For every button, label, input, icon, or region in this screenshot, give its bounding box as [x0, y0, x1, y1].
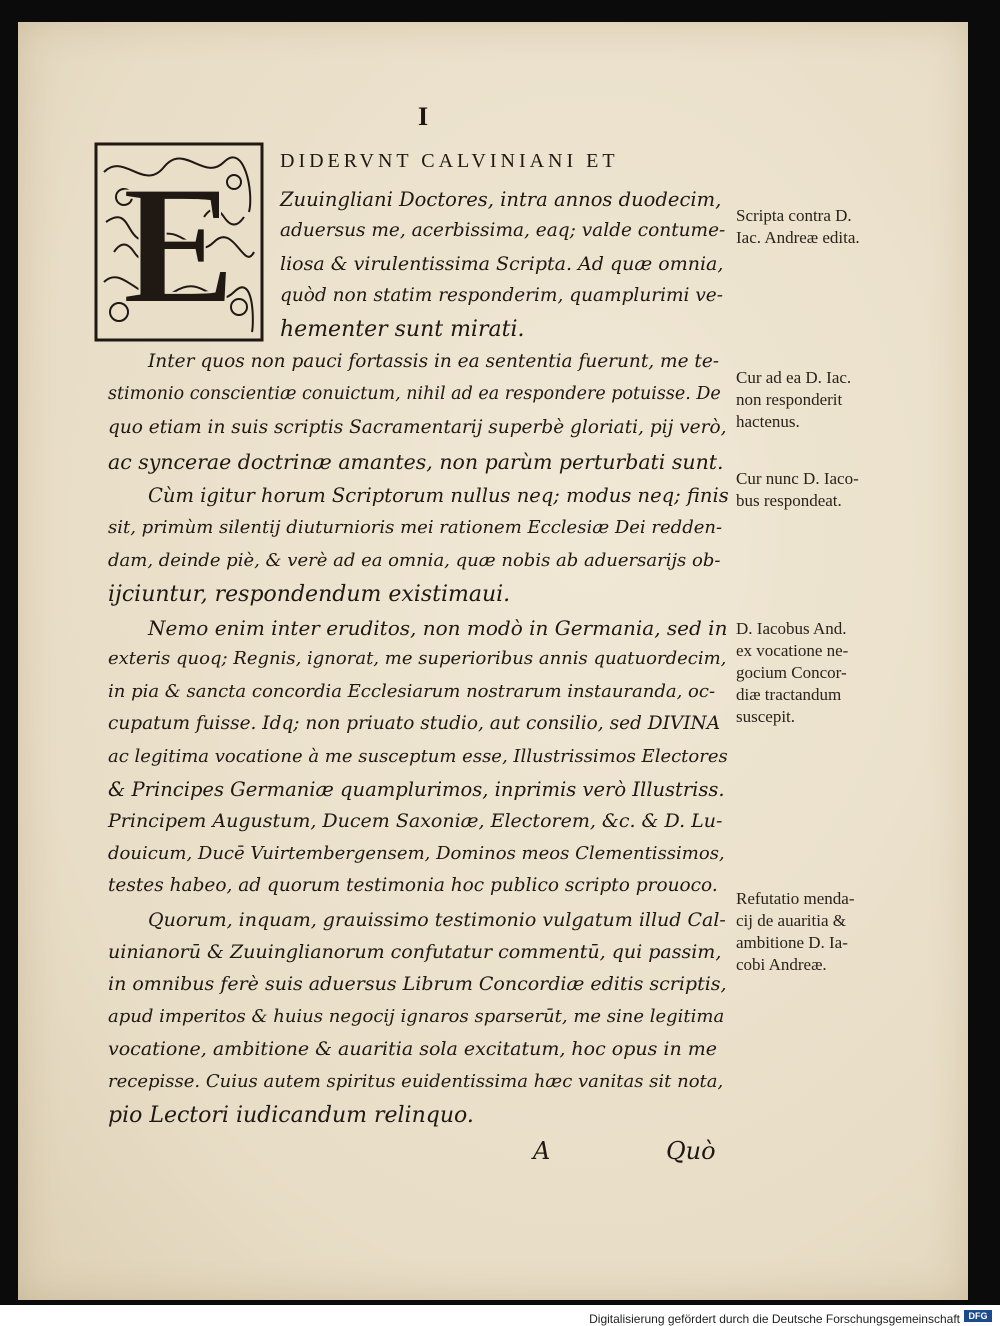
body-line: stimonio conscientiæ conuictum, nihil ad ea respondere potuisse. De — [108, 384, 721, 404]
book-page — [18, 22, 968, 1300]
margin-note-line: ex vocatione ne- — [736, 641, 849, 660]
margin-note-line: bus respondeat. — [736, 491, 842, 510]
body-line: testes habeo, ad quorum testimonia hoc publico scripto prouoco. — [108, 875, 718, 896]
body-line: quo etiam in suis scriptis Sacramentarij superbè gloriati, pij verò, — [108, 417, 727, 438]
body-line: Principem Augustum, Ducem Saxoniæ, Electorem, &c. & D. Lu- — [108, 810, 723, 832]
body-line: apud imperitos & huius negocij ignaros sparserūt, me sine legitima — [108, 1006, 725, 1027]
page-number: I — [418, 102, 429, 131]
body-line: in pia & sancta concordia Ecclesiarum nostrarum instauranda, oc- — [108, 681, 716, 702]
body-line: aduersus me, acerbissima, eaq; valde contume- — [280, 220, 726, 241]
footer-credit: Digitalisierung gefördert durch die Deutsche Forschungsgemeinschaft — [589, 1312, 960, 1326]
signature-mark: A — [533, 1137, 551, 1165]
opening-caps: DIDERVNT CALVINIANI ET — [280, 150, 619, 172]
margin-note-line: cij de auaritia & — [736, 911, 846, 930]
body-line: liosa & virulentissima Scripta. Ad quæ omnia, — [280, 253, 724, 275]
margin-note-line: Iac. Andreæ edita. — [736, 228, 860, 247]
margin-note-line: hactenus. — [736, 412, 800, 431]
body-line: Quorum, inquam, grauissimo testimonio vulgatum illud Cal- — [148, 909, 726, 931]
margin-note-line: diæ tractandum — [736, 685, 842, 704]
body-line: pio Lectori iudicandum relinquo. — [108, 1103, 474, 1128]
body-line: cupatum fuisse. Idq; non priuato studio, aut consilio, sed DIVINA — [108, 713, 721, 734]
body-line: ac legitima vocatione à me susceptum esse, Illustrissimos Electores — [108, 746, 728, 767]
body-line: sit, primùm silentij diuturnioris mei rationem Ecclesiæ Dei redden- — [108, 517, 723, 538]
decorated-initial — [94, 142, 264, 342]
body-line: douicum, Ducē Vuirtembergensem, Dominos meos Clementissimos, — [108, 843, 725, 864]
margin-note-line: Cur ad ea D. Iac. — [736, 368, 852, 387]
body-line: Zuuingliani Doctores, intra annos duodecim, — [280, 188, 722, 211]
margin-note-line: suscepit. — [736, 707, 796, 726]
body-line: hementer sunt mirati. — [280, 317, 525, 342]
body-line: ijciuntur, respondendum existimaui. — [108, 582, 511, 607]
body-line: in omnibus ferè suis aduersus Librum Concordiæ editis scriptis, — [108, 973, 727, 995]
body-line: vocatione, ambitione & auaritia sola excitatum, hoc opus in me — [108, 1038, 718, 1060]
body-line: Cùm igitur horum Scriptorum nullus neq; modus neq; finis — [148, 484, 729, 507]
body-line: Nemo enim inter eruditos, non modò in Germania, sed in — [148, 616, 728, 640]
dfg-logo: DFG — [964, 1310, 992, 1322]
body-line: uinianorū & Zuuinglianorum confutatur commentū, qui passim, — [108, 941, 722, 963]
body-line: recepisse. Cuius autem spiritus euidentissima hæc vanitas sit nota, — [108, 1071, 724, 1092]
body-line: quòd non statim responderim, quamplurimi ve- — [280, 285, 723, 306]
initial-letter: E — [122, 151, 236, 339]
margin-note-line: gocium Concor- — [736, 663, 847, 682]
margin-note-line: non responderit — [736, 390, 843, 409]
catchword: Quò — [666, 1137, 716, 1165]
body-line: ac syncerae doctrinæ amantes, non parùm perturbati sunt. — [108, 450, 724, 474]
margin-note-line: Scripta contra D. — [736, 206, 852, 225]
body-line: exteris quoq; Regnis, ignorat, me superioribus annis quatuordecim, — [108, 648, 727, 669]
margin-note-line: D. Iacobus And. — [736, 619, 847, 638]
margin-note-line: cobi Andreæ. — [736, 955, 827, 974]
body-line: & Principes Germaniæ quamplurimos, inprimis verò Illustriss. — [108, 778, 725, 801]
margin-note-line: Cur nunc D. Iaco- — [736, 469, 859, 488]
body-line: dam, deinde piè, & verè ad ea omnia, quæ nobis ab aduersarijs ob- — [108, 550, 721, 571]
body-line: Inter quos non pauci fortassis in ea sententia fuerunt, me te- — [148, 351, 720, 372]
margin-note-line: Refutatio menda- — [736, 889, 855, 908]
margin-note-line: ambitione D. Ia- — [736, 933, 848, 952]
